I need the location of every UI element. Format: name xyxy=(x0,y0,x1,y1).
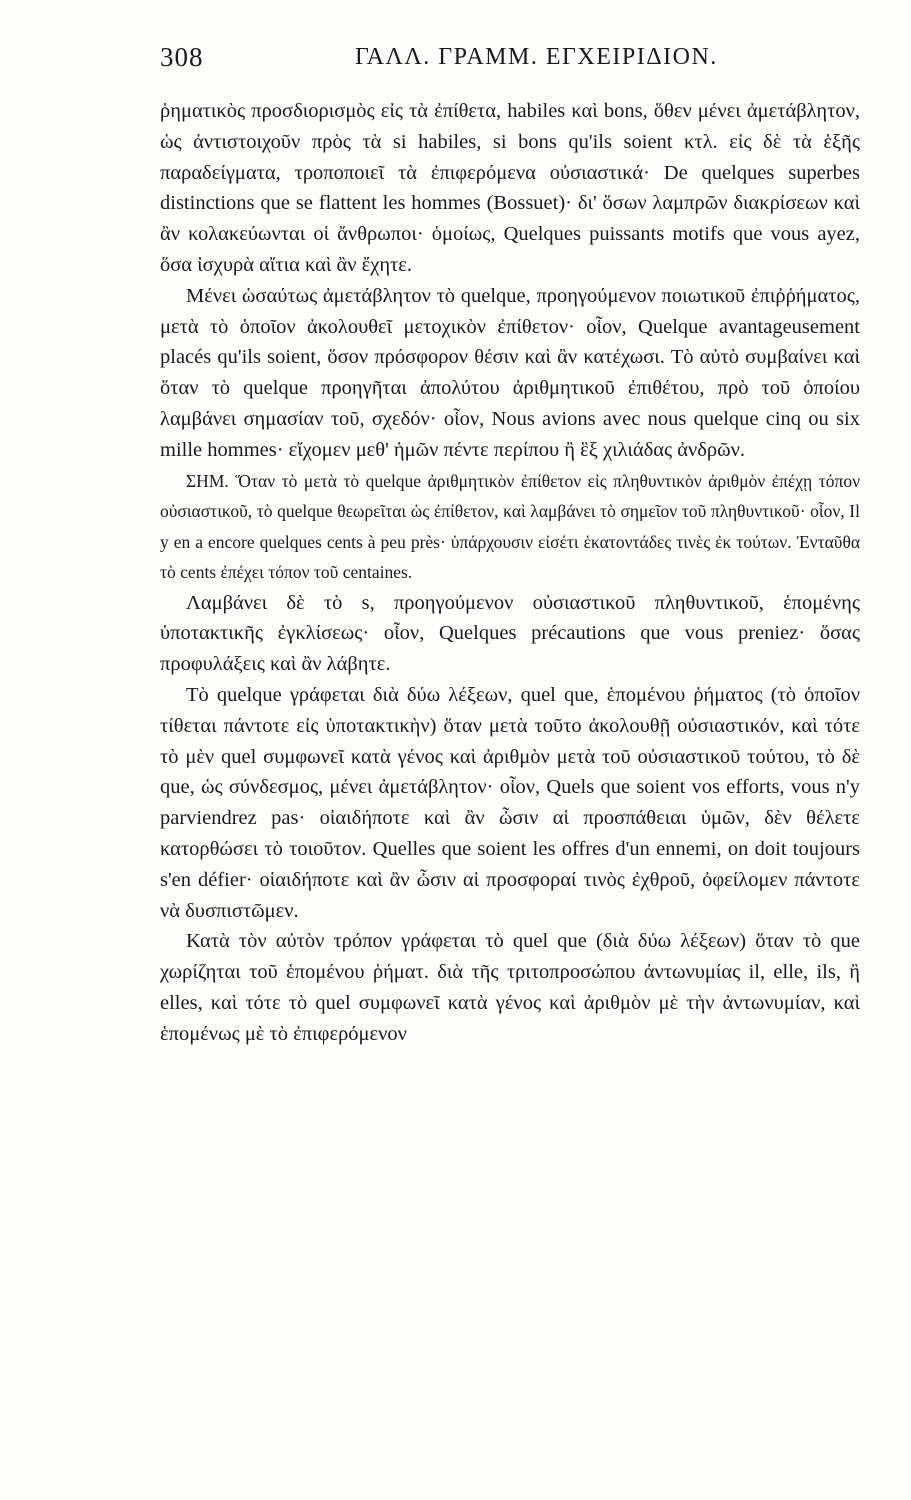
page-header xyxy=(160,42,860,82)
paragraph-5: Κατὰ τὸν αὐτὸν τρόπον γράφεται τὸ quel que (διὰ δύω λέξεων) ὅταν τὸ que χωρίζηται τοῦ ἑπομένου ῥήματ. διὰ τῆς τριτοπροσώπου ἀντωνυμίας il, elle, ils, ἢ elles, καὶ τότε τὸ quel συμφωνεῖ κατὰ γένος καὶ ἀριθμὸν μὲ τὴν ἀντωνυμίαν, καὶ ἑπομένως μὲ τὸ ἐπιφερόμενον xyxy=(160,930,860,1045)
body-text xyxy=(160,96,860,1050)
running-title: ΓΑΛΛ. ΓΡΑΜΜ. ΕΓΧΕΙΡΙΔΙΟΝ. xyxy=(355,44,718,70)
paragraph-4: Τὸ quelque γράφεται διὰ δύω λέξεων, quel que, ἑπομένου ῥήματος (τὸ ὁποῖον τίθεται πάντοτε εἰς ὑποτακτικὴν) ὅταν μετὰ τοῦτο ἀκολουθῇ οὐσιαστικόν, καὶ τότε τὸ μὲν quel συμφωνεῖ κατὰ γένος καὶ ἀριθμὸν μετὰ τοῦ οὐσιαστικοῦ τούτου, τὸ δὲ que, ὡς σύνδεσμος, μένει ἀμετάβλητον· οἷον, Quels que soient vos efforts, vous n'y parviendrez pas· οἱαιδήποτε καὶ ἂν ὦσιν αἱ προσπάθειαι ὑμῶν, δὲν θέλετε κατορθώσει τὸ τοιοῦτον. Quelles que soient les offres d'un ennemi, on doit toujours s'en défier· οἱαιδήποτε καὶ ἂν ὦσιν αἱ προσφοραί τινὸς ἐχθροῦ, ὀφείλομεν πάντοτε νὰ δυσπιστῶμεν. xyxy=(160,683,860,922)
paragraph-1: ῥηματικὸς προσδιορισμὸς εἰς τὰ ἐπίθετα, habiles καὶ bons, ὅθεν μένει ἀμετάβλητον, ὡς ἀντιστοιχοῦν πρὸς τὰ si habiles, si bons qu'ils soient κτλ. εἰς δὲ τὰ ἑξῆς παραδείγματα, τροποποιεῖ τὰ ἐπιφερόμενα οὐσιαστικά· De quelques superbes distinctions que se flattent les hommes (Bossuet)· δι' ὅσων λαμπρῶν διακρίσεων καὶ ἂν κολακεύωνται οἱ ἄνθρωποι· ὁμοίως, Quelques puissants motifs que vous ayez, ὅσα ἰσχυρὰ αἴτια καὶ ἂν ἔχητε. xyxy=(160,100,860,276)
note-paragraph: ΣΗΜ. Ὅταν τὸ μετὰ τὸ quelque ἀριθμητικὸν ἐπίθετον εἰς πληθυντικὸν ἀριθμὸν ἐπέχῃ τόπον οὐσιαστικοῦ, τὸ quelque θεωρεῖται ὡς ἐπίθετον, καὶ λαμβάνει τὸ σημεῖον τοῦ πληθυντικοῦ· οἷον, Il y en a encore quelques cents à peu près· ὑπάρχουσιν εἰσέτι ἑκατοντάδες τινὲς ἐκ τούτων. Ἐνταῦθα τὸ cents ἐπέχει τόπον τοῦ centaines. xyxy=(160,470,860,583)
paragraph-2: Μένει ὡσαύτως ἀμετάβλητον τὸ quelque, προηγούμενον ποιωτικοῦ ἐπιῤῥήματος, μετὰ τὸ ὁποῖον ἀκολουθεῖ μετοχικὸν ἐπίθετον· οἷον, Quelque avantageusement placés qu'ils soient, ὅσον πρόσφορον θέσιν καὶ ἂν κατέχωσι. Τὸ αὐτὸ συμβαίνει καὶ ὅταν τὸ quelque προηγῆται ἀπολύτου ἀριθμητικοῦ ἐπιθέτου, πρὸ τοῦ ὁποίου λαμβάνει σημασίαν τοῦ, σχεδόν· οἷον, Nous avions avec nous quelque cinq ou six mille hommes· εἴχομεν μεθ' ἡμῶν πέντε περίπου ἢ ἓξ χιλιάδας ἀνδρῶν. xyxy=(160,284,860,461)
paragraph-3: Λαμβάνει δὲ τὸ s, προηγούμενον οὐσιαστικοῦ πληθυντικοῦ, ἑπομένης ὑποτακτικῆς ἐγκλίσεως· οἷον, Quelques précautions que vous preniez· ὅσας προφυλάξεις καὶ ἂν λάβητε. xyxy=(160,591,860,676)
page-number: 308 xyxy=(160,42,204,72)
